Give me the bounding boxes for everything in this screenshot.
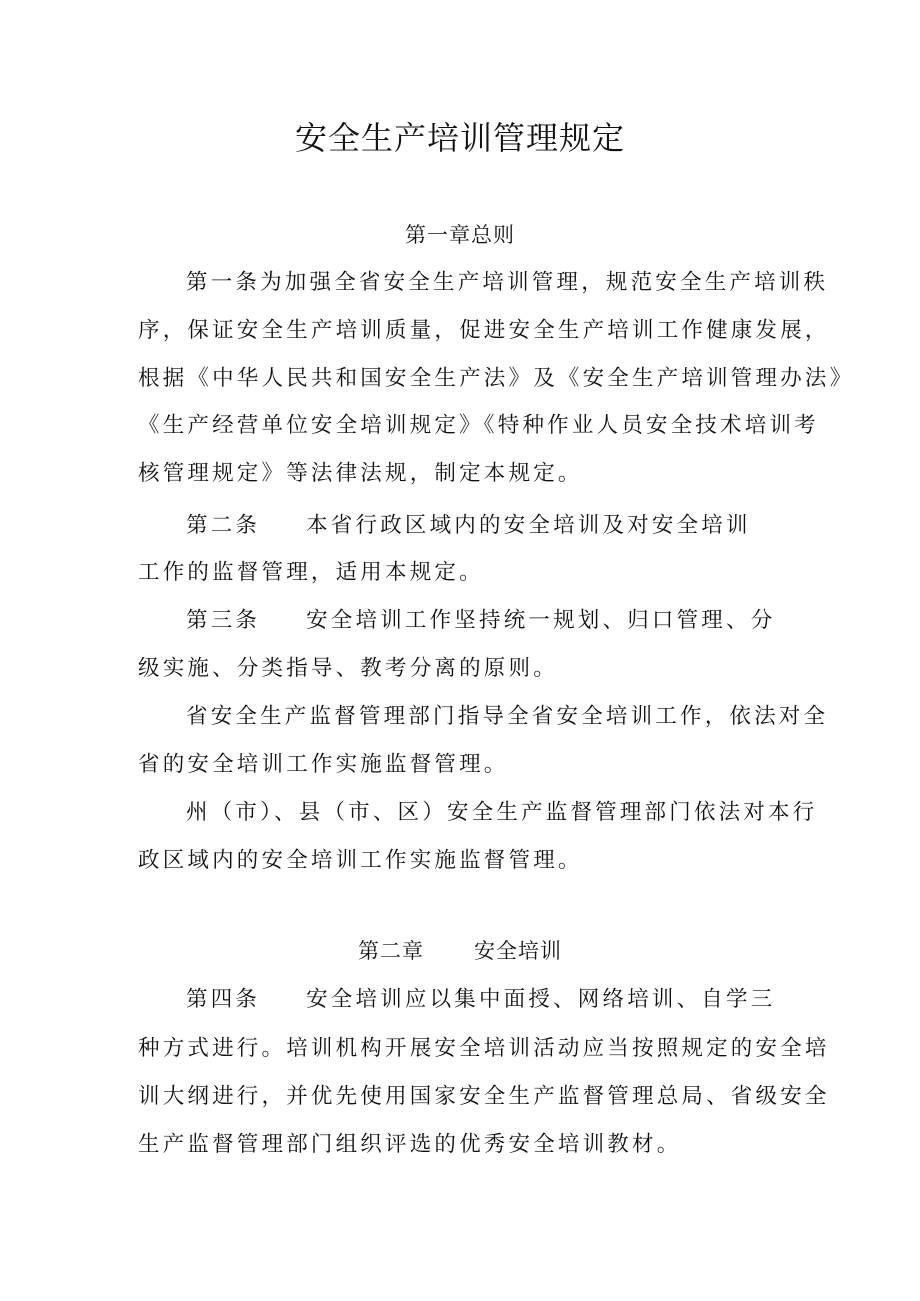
paragraph-line: 州（市）、县（市、区）安全生产监督管理部门依法对本行: [186, 800, 818, 825]
paragraph-line: 省安全生产监督管理部门指导全省安全培训工作，依法对全: [186, 704, 829, 729]
article-2-first-line: [186, 511, 846, 541]
chapter-2-heading: [0, 936, 920, 966]
article-4-label: 第四条: [186, 987, 261, 1012]
article-1-line: 根据《中华人民共和国安全生产法》及《安全生产培训管理办法》: [138, 366, 855, 391]
document-title: 安全生产培训管理规定: [294, 119, 625, 157]
chapter-2-label: 第二章: [358, 939, 424, 963]
article-1-line: 序，保证安全生产培训质量，促进安全生产培训工作健康发展，: [138, 318, 830, 343]
article-2-label: 第二条: [186, 513, 261, 538]
article-2-text: 本省行政区域内的安全培训及对安全培训: [306, 513, 751, 538]
article-4-first-line: [186, 985, 846, 1015]
chapter-1-heading: 第一章总则: [405, 223, 515, 247]
article-4-line: 生产监督管理部门组织评选的优秀安全培训教材。: [138, 1132, 682, 1157]
article-4-line: 训大纲进行，并优先使用国家安全生产监督管理总局、省级安全: [138, 1084, 830, 1109]
article-1-line: 《生产经营单位安全培训规定》《特种作业人员安全技术培训考: [138, 413, 819, 438]
article-3-label: 第三条: [186, 608, 261, 633]
article-4-line: 种方式进行。培训机构开展安全培训活动应当按照规定的安全培: [138, 1036, 830, 1061]
article-1-line: 第一条为加强全省安全生产培训管理，规范安全生产培训秩: [186, 270, 829, 295]
article-4-text: 安全培训应以集中面授、网络培训、自学三: [306, 987, 776, 1012]
paragraph-line: 政区域内的安全培训工作实施监督管理。: [138, 848, 583, 873]
paragraph-line: 省的安全培训工作实施监督管理。: [138, 752, 509, 777]
article-3-text: 安全培训工作坚持统一规划、归口管理、分: [306, 608, 776, 633]
article-3-line: 级实施、分类指导、教考分离的原则。: [138, 656, 558, 681]
chapter-2-name: 安全培训: [474, 939, 562, 963]
article-3-first-line: [186, 606, 846, 636]
article-1-line: 核管理规定》等法律法规，制定本规定。: [138, 461, 583, 486]
article-2-line: 工作的监督管理，适用本规定。: [138, 560, 484, 585]
